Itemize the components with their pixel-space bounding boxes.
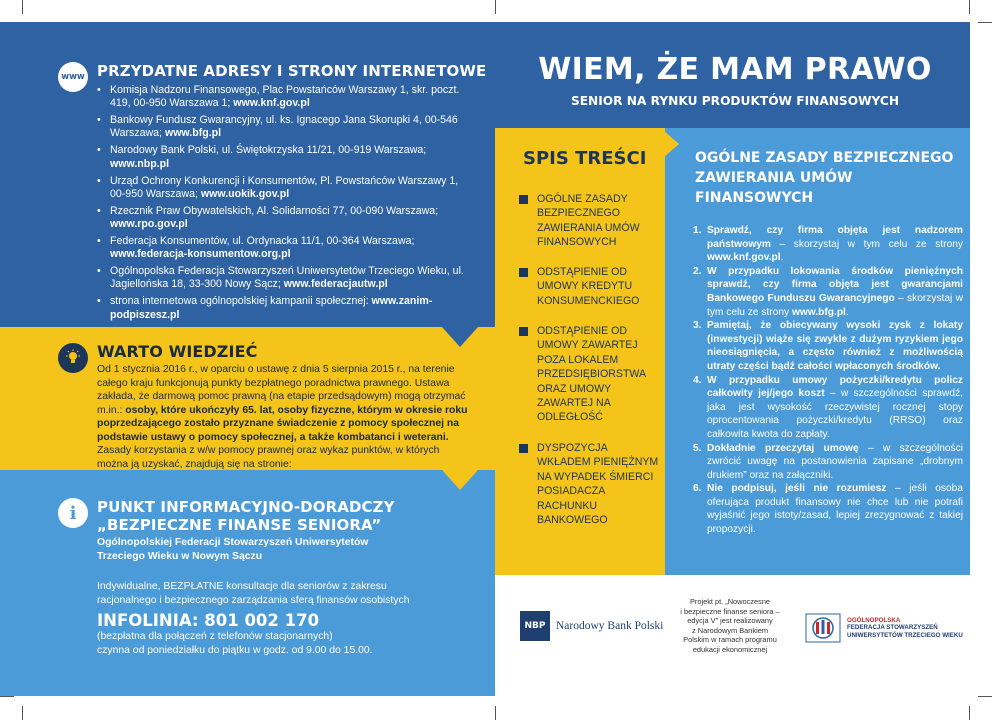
zasada-bold: Nie podpisuj, jeśli nie rozumiesz	[707, 483, 887, 495]
zasada-text: – skorzystaj w tym celu ze strony	[707, 292, 963, 318]
www-icon	[58, 62, 88, 92]
crop-mark	[495, 0, 496, 14]
zasada-bold: W przypadku lokowania środków pieniężnych sprawdź, czy firma objęta jest gwarancjami Bankowego Funduszu Gwarancyjnego	[707, 265, 963, 304]
zasada-number: 1.	[693, 225, 702, 236]
address-link[interactable]: www.bfg.pl	[164, 127, 222, 140]
toc-item[interactable]	[519, 192, 659, 250]
address-link[interactable]: www.rpo.gov.pl	[110, 218, 188, 231]
project-note	[670, 597, 790, 655]
address-text: Bankowy Fundusz Gwarancyjny, ul. ks. Ignacego Jana Skorupki 4, 00-546 Warszawa;	[110, 114, 458, 140]
toc-item[interactable]	[519, 324, 659, 425]
project-note-line: Projekt pt. „Nowoczesne	[689, 597, 771, 606]
warto-paragraph-1	[97, 363, 470, 445]
spis-tresci-panel	[495, 128, 665, 575]
panel-notch	[663, 130, 679, 158]
zasady-list	[693, 224, 963, 537]
address-item	[97, 175, 467, 201]
zasada-text: .	[845, 306, 849, 318]
address-text: Komisja Nadzoru Finansowego, Plac Powstańców Warszawy 1, skr. poczt. 419, 00-950 Warszawa 1;	[110, 84, 460, 110]
zasada-number: 4.	[693, 374, 702, 386]
zasada-item	[693, 319, 963, 373]
address-item	[97, 265, 467, 291]
zasada-link[interactable]: www.knf.gov.pl	[707, 252, 781, 264]
toc-item-label: OGÓLNE ZASADY BEZPIECZNEGO ZAWIERANIA UMÓW FINANSOWYCH	[537, 193, 640, 249]
project-note-line: edycja V” jest realizowany	[687, 616, 773, 626]
crop-mark	[495, 706, 496, 720]
footer-panel	[495, 575, 970, 696]
address-item	[97, 295, 467, 321]
title-panel	[495, 22, 970, 128]
warto-text-bold: osoby, które ukończyły 65. lat, osoby fizyczne, którym w okresie roku poprzedzającego zostało przyznane świadczenie z pomocy społecznej na podstawie ustawy o pomocy społecznej, a także kombatanci i weterani.	[97, 404, 468, 443]
project-note-line: z Narodowym Bankiem	[692, 625, 768, 635]
spis-heading: SPIS TREŚCI	[523, 148, 647, 169]
punkt-heading-2: „BEZPIECZNE FINANSE SENIORA”	[97, 516, 382, 534]
warto-wiedziec-panel	[0, 327, 495, 477]
page-title: WIEM, ŻE MAM PRAWO	[538, 52, 932, 87]
address-link[interactable]: www.uokik.gov.pl	[200, 187, 290, 200]
zasada-item	[693, 265, 963, 319]
addresses-heading: PRZYDATNE ADRESY I STRONY INTERNETOWE	[97, 62, 487, 80]
address-item	[97, 114, 467, 140]
zasada-number: 6.	[693, 483, 702, 495]
toc-item-label: ODSTĄPIENIE OD UMOWY ZAWARTEJ POZA LOKALEM PRZEDSIĘBIORSTWA ORAZ UMOWY ZAWARTEJ NA ODLEGŁOŚĆ	[537, 325, 646, 424]
address-item	[97, 144, 467, 170]
hotline-number[interactable]: INFOLINIA: 801 002 170	[97, 611, 320, 630]
nbp-logo-mark: NBP	[520, 611, 550, 641]
project-note-line: edukacji ekonomicznej	[692, 644, 768, 654]
address-item	[97, 235, 467, 261]
lightbulb-icon	[58, 343, 88, 373]
crop-mark	[969, 706, 970, 720]
panel-notch	[442, 470, 478, 490]
crop-mark	[978, 696, 992, 697]
www-icon-label: www	[61, 72, 85, 82]
crop-mark	[0, 696, 14, 697]
zasada-item	[693, 482, 963, 536]
utw-logo-line: UNIWERSYTETÓW TRZECIEGO WIEKU	[847, 631, 963, 639]
crop-mark	[22, 706, 23, 720]
punkt-heading-1: PUNKT INFORMACYJNO-DORADCZY	[97, 498, 395, 516]
nbp-logo	[520, 611, 663, 641]
hotline-note-line: (bezpłatna dla połączeń z telefonów stacjonarnych)	[97, 631, 333, 642]
address-text: Rzecznik Praw Obywatelskich, Al. Solidarności 77, 00-090 Warszawa;	[110, 204, 439, 217]
hotline-note	[97, 630, 470, 657]
address-link[interactable]: www.knf.gov.pl	[233, 97, 310, 110]
address-link[interactable]: www.federacjautw.pl	[283, 278, 388, 291]
utw-logo	[805, 613, 963, 643]
address-link[interactable]: www.nbp.pl	[110, 157, 170, 170]
toc-bullet-icon	[519, 327, 528, 336]
utw-logo-line: OGÓLNOPOLSKA	[847, 616, 901, 624]
address-link[interactable]: www.federacja-konsumentow.org.pl	[110, 248, 291, 261]
punkt-org-line: Ogólnopolskiej Federacji Stowarzyszeń Uniwersytetów	[97, 537, 369, 548]
warto-heading: WARTO WIEDZIEĆ	[97, 342, 258, 361]
nbp-logo-text: Narodowy Bank Polski	[556, 620, 664, 632]
address-link[interactable]: www.zanim-podpiszesz.pl	[110, 295, 433, 321]
panel-notch	[442, 327, 478, 347]
addresses-panel	[0, 22, 495, 327]
crop-mark	[22, 0, 23, 14]
address-text: Ogólnopolska Federacja Stowarzyszeń Uniwersytetów Trzeciego Wieku, ul. Jagiellońska 18, 33-300 Nowy Sącz;	[110, 265, 464, 291]
zasada-text: – skorzystaj w tym celu ze strony	[770, 238, 963, 250]
zasada-item	[693, 224, 963, 265]
address-text: Narodowy Bank Polski, ul. Świętokrzyska 11/21, 00-919 Warszawa;	[110, 144, 427, 157]
zasada-item	[693, 374, 963, 442]
zasada-bold: Dokładnie przeczytaj umowę	[707, 442, 859, 454]
zasady-heading: OGÓLNE ZASADY BEZPIECZNEGO ZAWIERANIA UMÓW FINANSOWYCH	[695, 150, 954, 206]
punkt-org	[97, 536, 470, 563]
zasada-text: – w szczególności zwrócić uwagę na postanowienia zapisane „drobnym drukiem” oraz na załączniki.	[707, 442, 964, 481]
toc-bullet-icon	[519, 195, 528, 204]
zasada-number: 3.	[693, 320, 702, 332]
zasada-bold: Pamiętaj, że obiecywany wysoki zysk z lokaty (inwestycji) wiąże się zwykle z dużym ryzykiem jego nieosiągnięcia, a często również z możliwością utraty części bądź całości wpłaconych środków.	[707, 320, 963, 372]
toc-item[interactable]	[519, 265, 659, 308]
zasada-item	[693, 442, 963, 483]
punkt-org-line: Trzeciego Wieku w Nowym Sączu	[97, 550, 263, 562]
zasada-text: – jeśli osoba oferująca produkt finansowy nie chce lub nie potrafi wyjaśnić jego istoty/zasad, lepiej zrezygnować z takiej propozycji.	[707, 483, 964, 536]
zasada-text: – w szczególności sprawdź, jaka jest wysokość rzeczywistej rocznej stopy oprocentowania pożyczki/kredytu (RRSO) oraz całkowita kwota do zapłaty.	[707, 388, 964, 440]
zasady-panel	[665, 128, 970, 575]
zasada-bold: W przypadku umowy pożyczki/kredytu policz całkowity jej/jego koszt	[707, 374, 963, 400]
addresses-list	[97, 84, 467, 326]
warto-text: Zasady korzystania z w/w pomocy prawnej oraz wykaz punktów, w których można ją uzyskać, znajdują się na stronie:	[97, 445, 440, 470]
zasada-bold: Sprawdź, czy firma objęta jest nadzorem państwowym	[707, 225, 963, 250]
page-subtitle: SENIOR NA RYNKU PRODUKTÓW FINANSOWYCH	[570, 94, 900, 108]
info-icon	[58, 498, 88, 528]
address-text: strona internetowa ogólnopolskiej kampanii społecznej:	[110, 295, 372, 308]
utw-logo-line: FEDERACJA STOWARZYSZEŃ	[847, 624, 938, 632]
crop-mark	[978, 22, 992, 23]
punkt-panel	[0, 470, 495, 696]
utw-logo-icon	[805, 613, 841, 643]
zasada-link[interactable]: www.bfg.pl	[791, 306, 846, 318]
address-text: Federacja Konsumentów, ul. Ordynacka 11/1, 00-364 Warszawa;	[110, 235, 415, 248]
hotline-note-line: czynna od poniedziałku do piątku w godz. od 9.00 do 15.00.	[97, 644, 373, 656]
toc-bullet-icon	[519, 268, 528, 277]
zasada-text: .	[780, 252, 784, 264]
toc-item-label: ODSTĄPIENIE OD UMOWY KREDYTU KONSUMENCKIEGO	[537, 266, 640, 307]
warto-text: Od 1 stycznia 2016 r., w oparciu o ustawę z dnia 5 sierpnia 2015 r., na terenie całego kraju funkcjonują punkty bezpłatnego poradnictwa prawnego. Ustawa zakłada, że darmową pomoc prawną (na etapie przedsądowym) mogą otrzymać m.in.:	[97, 364, 466, 416]
project-note-line: i bezpieczne finanse seniora –	[680, 606, 780, 616]
project-note-line: Polskim w ramach programu	[683, 635, 777, 645]
address-item	[97, 205, 467, 231]
address-item	[97, 84, 467, 110]
zasada-number: 2.	[693, 265, 702, 277]
toc-bullet-icon	[519, 444, 528, 453]
toc-item-label: DYSPOZYCJA WKŁADEM PIENIĘŻNYM NA WYPADEK ŚMIERCI POSIADACZA RACHUNKU BANKOWEGO	[537, 442, 659, 527]
info-icon-label: i	[69, 502, 77, 524]
zasada-number: 5.	[693, 442, 702, 454]
toc-item[interactable]	[519, 441, 659, 527]
punkt-desc: Indywidualne, BEZPŁATNE konsultacje dla seniorów z zakresu racjonalnego i bezpiecznego zarządzania sferą finansów osobistych	[97, 581, 410, 606]
crop-mark	[969, 0, 970, 14]
address-text: Urząd Ochrony Konkurencji i Konsumentów, Pl. Powstańców Warszawy 1, 00-950 Warszawa;	[110, 174, 459, 200]
